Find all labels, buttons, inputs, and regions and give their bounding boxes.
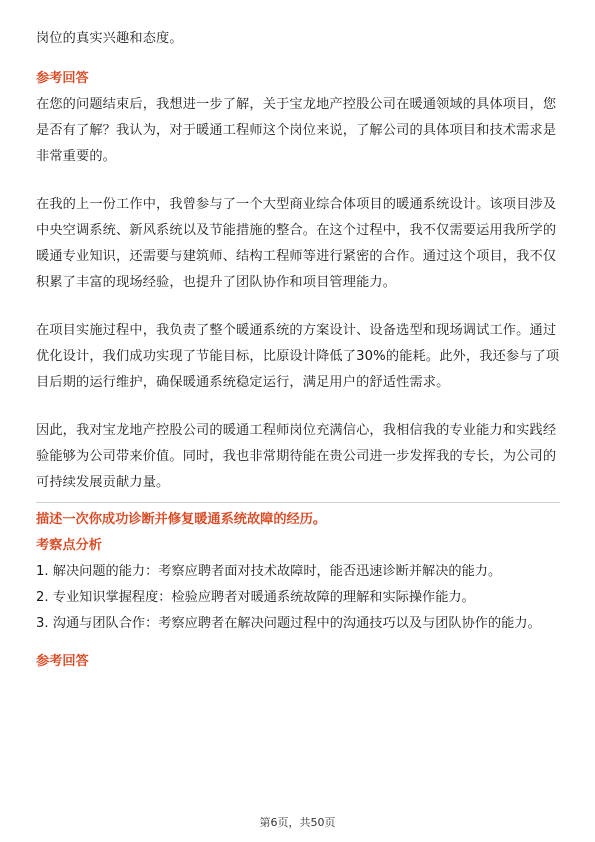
page-content bbox=[36, 26, 560, 675]
answer-paragraph: 在您的问题结束后，我想进一步了解，关于宝龙地产控股公司在暖通领域的具体项目，您是否有了解？我认为，对于暖通工程师这个岗位来说，了解公司的具体项目和技术需求是非常重要的。 bbox=[36, 97, 557, 164]
answer-paragraph: 在项目实施过程中，我负责了整个暖通系统的方案设计、设备选型和现场调试工作。通过优化设计，我们成功实现了节能目标，比原设计降低了30%的能耗。此外，我还参与了项目后期的运行维护，确保暖通系统稳定运行，满足用户的舒适性需求。 bbox=[36, 323, 560, 390]
answer-paragraph: 在我的上一份工作中，我曾参与了一个大型商业综合体项目的暖通系统设计。该项目涉及中央空调系统、新风系统以及节能措施的整合。在这个过程中，我不仅需要运用我所学的暖通专业知识，还需要与建筑师、结构工程师等进行紧密的合作。通过这个项目，我不仅积累了丰富的现场经验，也提升了团队协作和项目管理能力。 bbox=[36, 197, 557, 290]
analysis-item: 1. 解决问题的能力：考察应聘者面对技术故障时，能否迅速诊断并解决的能力。 bbox=[36, 564, 502, 579]
page-number: 第6页，共50页 bbox=[259, 816, 336, 829]
answer-paragraph: 因此，我对宝龙地产控股公司的暖通工程师岗位充满信心，我相信我的专业能力和实践经验能够为公司带来价值。同时，我也非常期待能在贵公司进一步发挥我的专长，为公司的可持续发展贡献力量。 bbox=[36, 423, 557, 490]
analysis-item: 3. 沟通与团队合作：考察应聘者在解决问题过程中的沟通技巧以及与团队协作的能力。 bbox=[36, 616, 541, 631]
question-title: 描述一次你成功诊断并修复暖通系统故障的经历。 bbox=[36, 512, 327, 527]
answer-heading: 参考回答 bbox=[36, 654, 89, 669]
answer-heading: 参考回答 bbox=[36, 71, 89, 86]
analysis-heading: 考察点分析 bbox=[36, 538, 102, 553]
analysis-item: 2. 专业知识掌握程度：检验应聘者对暖通系统故障的理解和实际操作能力。 bbox=[36, 590, 475, 605]
continued-text: 岗位的真实兴趣和态度。 bbox=[36, 31, 183, 46]
section-divider bbox=[36, 502, 560, 503]
